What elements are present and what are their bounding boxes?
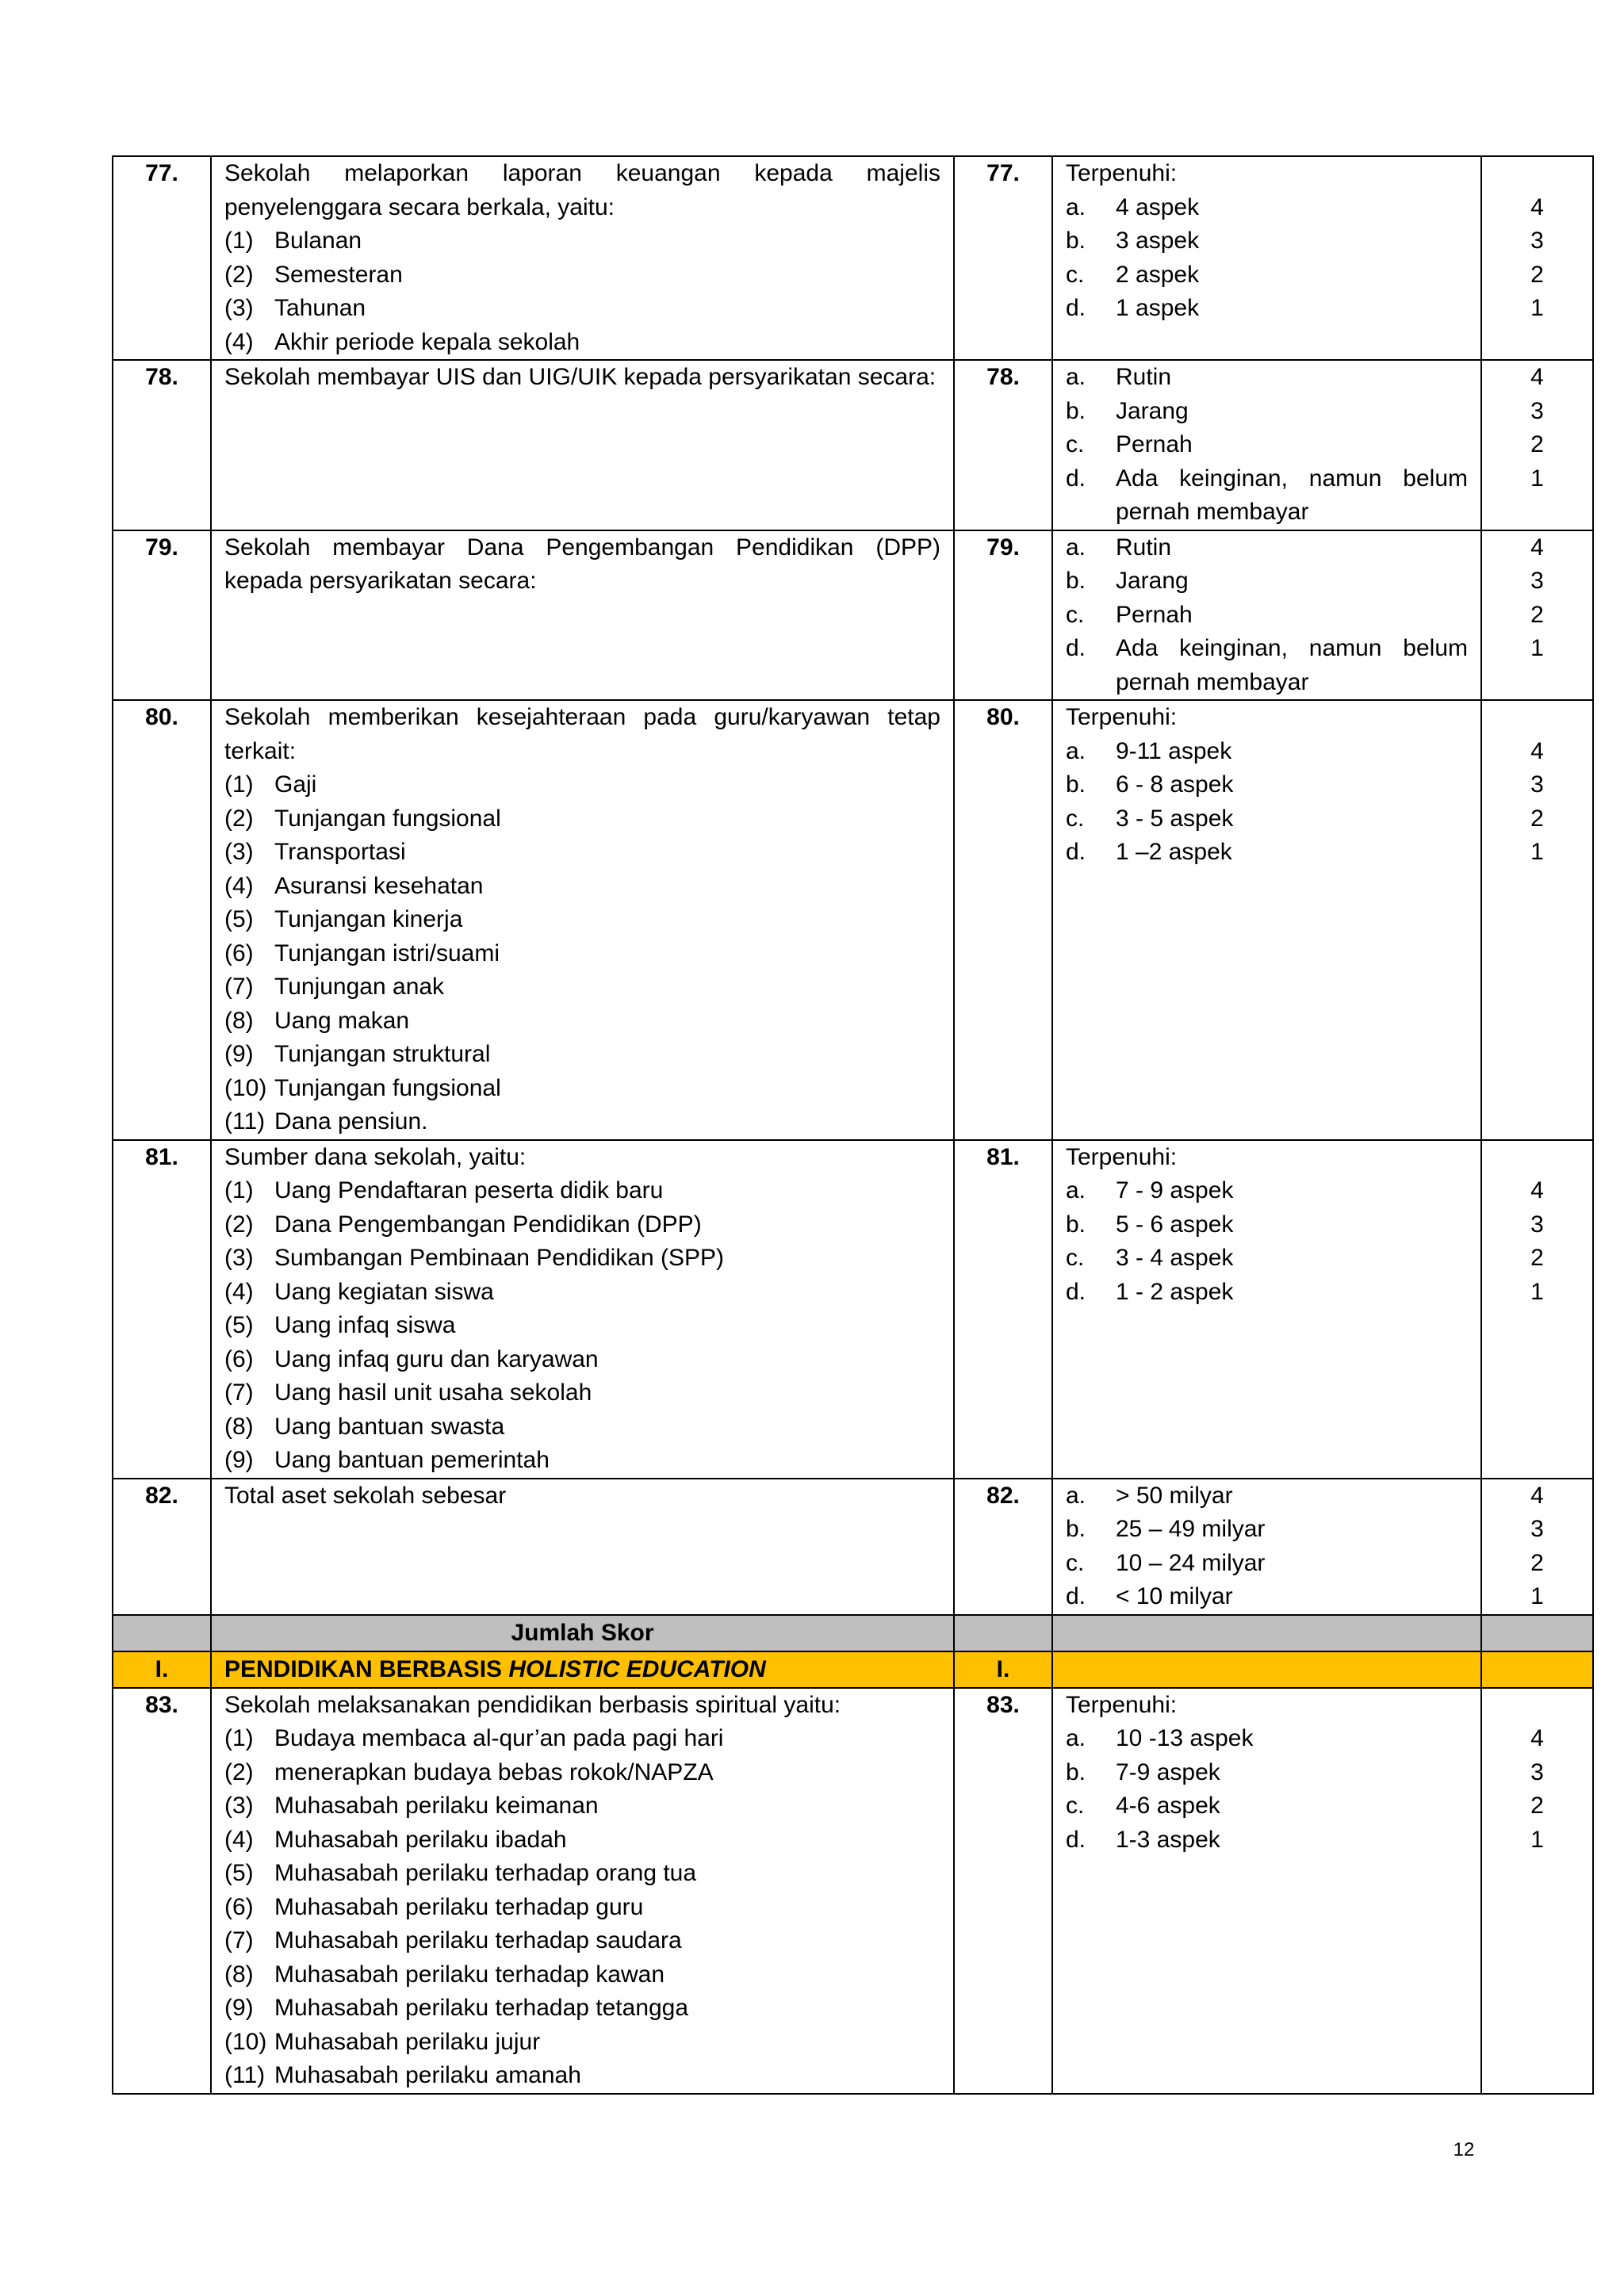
option-score: 3 xyxy=(1530,1211,1544,1238)
criterion-list-item xyxy=(224,1309,940,1343)
criterion-number: 81. xyxy=(113,1140,211,1479)
list-item-index: (3) xyxy=(224,1245,254,1271)
criterion-list-item xyxy=(224,1992,940,2026)
list-item-index: (10) xyxy=(224,1074,267,1101)
option-letter: c. xyxy=(1066,1245,1085,1271)
criterion-list-item xyxy=(224,1722,940,1756)
list-item-text: Muhasabah perilaku jujur xyxy=(274,2028,541,2055)
summary-empty-cell xyxy=(1052,1615,1481,1651)
criterion-list-item xyxy=(224,937,940,971)
list-item-text: Uang infaq guru dan karyawan xyxy=(274,1345,599,1372)
list-item-index: (4) xyxy=(224,1826,254,1853)
list-item-index: (2) xyxy=(224,805,254,832)
answer-option xyxy=(1066,768,1468,802)
answer-heading: Terpenuhi: xyxy=(1066,1691,1178,1718)
criterion-row xyxy=(113,1479,1593,1615)
option-score: 3 xyxy=(1530,228,1544,254)
criterion-list-item xyxy=(224,1038,940,1072)
list-item-text: Transportasi xyxy=(274,839,406,865)
list-item-text: Sumbangan Pembinaan Pendidikan (SPP) xyxy=(274,1245,725,1271)
list-item-index: (5) xyxy=(224,906,254,932)
criterion-number: 83. xyxy=(113,1688,211,2094)
option-text: 7 - 9 aspek xyxy=(1116,1177,1234,1203)
list-item-index: (8) xyxy=(224,1961,254,1988)
option-score: 4 xyxy=(1530,364,1544,390)
criterion-list-item xyxy=(224,258,940,293)
answer-option xyxy=(1066,1756,1468,1790)
criterion-list-item xyxy=(224,2026,940,2060)
list-item-index: (4) xyxy=(224,872,254,899)
option-text: Pernah xyxy=(1116,601,1193,628)
criterion-row xyxy=(113,360,1593,530)
criterion-cell xyxy=(211,1479,954,1615)
option-score: 2 xyxy=(1530,1793,1544,1819)
list-item-text: Bulanan xyxy=(274,228,362,254)
option-score: 4 xyxy=(1530,193,1544,220)
options-cell xyxy=(1052,1479,1481,1615)
option-score: 4 xyxy=(1530,737,1544,764)
assessment-table xyxy=(112,155,1594,2095)
list-item-text: Uang infaq siswa xyxy=(274,1312,456,1338)
option-score: 3 xyxy=(1530,397,1544,424)
list-item-index: (3) xyxy=(224,1793,254,1819)
list-item-text: Muhasabah perilaku keimanan xyxy=(274,1793,599,1819)
criterion-cell xyxy=(211,530,954,701)
list-item-index: (7) xyxy=(224,974,254,1000)
answer-option xyxy=(1066,258,1468,293)
list-item-index: (9) xyxy=(224,1447,254,1473)
option-score: 4 xyxy=(1530,1725,1544,1751)
list-item-text: Muhasabah perilaku terhadap tetangga xyxy=(274,1995,689,2021)
criterion-row xyxy=(113,1688,1593,2094)
list-item-text: Dana pensiun. xyxy=(274,1108,428,1135)
answer-option xyxy=(1066,1208,1468,1242)
criterion-text: Total aset sekolah sebesar xyxy=(224,1482,507,1509)
list-item-text: menerapkan budaya bebas rokok/NAPZA xyxy=(274,1758,714,1785)
option-letter: b. xyxy=(1066,771,1086,798)
option-text: > 50 milyar xyxy=(1116,1482,1233,1509)
section-answer-number: I. xyxy=(954,1651,1052,1688)
list-item-text: Tunjangan kinerja xyxy=(274,906,463,932)
summary-empty-cell xyxy=(954,1615,1052,1651)
criterion-number: 78. xyxy=(113,360,211,530)
section-empty-cell xyxy=(1052,1651,1481,1688)
option-score: 1 xyxy=(1530,1826,1544,1853)
answer-option xyxy=(1066,1479,1468,1513)
answer-number: 77. xyxy=(954,156,1052,360)
section-title-italic: HOLISTIC EDUCATION xyxy=(508,1655,766,1682)
answer-heading: Terpenuhi: xyxy=(1066,160,1178,186)
answer-option xyxy=(1066,395,1468,429)
criterion-cell xyxy=(211,700,954,1140)
list-item-text: Budaya membaca al-qur’an pada pagi hari xyxy=(274,1725,724,1751)
option-letter: a. xyxy=(1066,1177,1086,1203)
section-empty-cell xyxy=(1481,1651,1593,1688)
option-score: 2 xyxy=(1530,431,1544,457)
option-letter: c. xyxy=(1066,805,1085,832)
criterion-list-item xyxy=(224,1444,940,1478)
answer-option xyxy=(1066,1174,1468,1208)
list-item-text: Tunjungan anak xyxy=(274,974,445,1000)
score-spacer xyxy=(1495,157,1580,191)
criterion-list-item xyxy=(224,1242,940,1276)
answer-number: 80. xyxy=(954,700,1052,1140)
list-item-text: Tunjangan struktural xyxy=(274,1041,491,1067)
list-item-index: (1) xyxy=(224,1177,254,1203)
answer-heading: Terpenuhi: xyxy=(1066,1143,1178,1170)
answer-option xyxy=(1066,428,1468,462)
criterion-text: Sekolah membayar UIS dan UIG/UIK kepada persyarikatan secara: xyxy=(224,364,936,390)
list-item-index: (6) xyxy=(224,1345,254,1372)
list-item-index: (1) xyxy=(224,228,254,254)
answer-option xyxy=(1066,191,1468,225)
list-item-text: Uang Pendaftaran peserta didik baru xyxy=(274,1177,664,1203)
criterion-number: 80. xyxy=(113,700,211,1140)
criterion-row xyxy=(113,156,1593,360)
answer-option xyxy=(1066,1242,1468,1276)
option-text: 1-3 aspek xyxy=(1116,1826,1220,1853)
criterion-text: Sumber dana sekolah, yaitu: xyxy=(224,1143,527,1170)
option-letter: d. xyxy=(1066,839,1086,865)
option-text: 3 aspek xyxy=(1116,228,1200,254)
list-item-index: (9) xyxy=(224,1041,254,1067)
summary-label: Jumlah Skor xyxy=(211,1615,954,1651)
list-item-index: (7) xyxy=(224,1380,254,1406)
criterion-list-item xyxy=(224,326,940,360)
option-score: 2 xyxy=(1530,601,1544,628)
option-score: 4 xyxy=(1530,1482,1544,1509)
list-item-text: Asuransi kesehatan xyxy=(274,872,484,899)
option-letter: d. xyxy=(1066,295,1086,321)
option-letter: c. xyxy=(1066,431,1085,457)
list-item-text: Uang bantuan swasta xyxy=(274,1413,505,1440)
answer-option xyxy=(1066,1547,1468,1581)
criterion-row xyxy=(113,530,1593,701)
section-title-prefix: PENDIDIKAN BERBASIS xyxy=(224,1655,509,1682)
list-item-text: Tunjangan fungsional xyxy=(274,1074,501,1101)
score-cell xyxy=(1481,360,1593,530)
option-text: 1 - 2 aspek xyxy=(1116,1278,1234,1305)
option-letter: d. xyxy=(1066,635,1086,661)
criterion-list-item xyxy=(224,2059,940,2093)
options-cell xyxy=(1052,1688,1481,2094)
criterion-text: Sekolah membayar Dana Pengembangan Pendidikan (DPP) kepada persyarikatan secara: xyxy=(224,534,940,594)
list-item-text: Akhir periode kepala sekolah xyxy=(274,328,580,355)
option-score: 3 xyxy=(1530,568,1544,594)
list-item-text: Muhasabah perilaku terhadap guru xyxy=(274,1893,644,1920)
option-text: 1 –2 aspek xyxy=(1116,839,1232,865)
options-cell xyxy=(1052,700,1481,1140)
option-score: 4 xyxy=(1530,1177,1544,1203)
option-score: 1 xyxy=(1530,295,1544,321)
option-text: Ada keinginan, namun belum pernah membayar xyxy=(1116,465,1468,525)
section-row xyxy=(113,1651,1593,1688)
answer-option xyxy=(1066,1276,1468,1310)
list-item-index: (4) xyxy=(224,328,254,355)
criterion-list-item xyxy=(224,1857,940,1891)
answer-number: 82. xyxy=(954,1479,1052,1615)
criterion-row xyxy=(113,1140,1593,1479)
option-score: 2 xyxy=(1530,1245,1544,1271)
option-text: Rutin xyxy=(1116,364,1172,390)
criterion-list-item xyxy=(224,1823,940,1858)
criterion-list-item xyxy=(224,1072,940,1106)
answer-number: 79. xyxy=(954,530,1052,701)
page-number: 12 xyxy=(1453,2139,1475,2160)
criterion-list-item xyxy=(224,1276,940,1310)
criterion-list-item xyxy=(224,1376,940,1410)
list-item-text: Tahunan xyxy=(274,295,366,321)
option-score: 2 xyxy=(1530,805,1544,832)
criterion-list-item xyxy=(224,1343,940,1377)
option-text: < 10 milyar xyxy=(1116,1583,1233,1609)
answer-option xyxy=(1066,599,1468,633)
criterion-list-item xyxy=(224,1756,940,1790)
option-score: 1 xyxy=(1530,1583,1544,1609)
option-letter: b. xyxy=(1066,1211,1086,1238)
option-letter: a. xyxy=(1066,1725,1086,1751)
score-spacer xyxy=(1495,1141,1580,1175)
list-item-index: (4) xyxy=(224,1278,254,1305)
options-cell xyxy=(1052,360,1481,530)
criterion-list-item xyxy=(224,970,940,1004)
list-item-text: Muhasabah perilaku terhadap saudara xyxy=(274,1927,682,1954)
option-letter: c. xyxy=(1066,601,1085,628)
answer-option xyxy=(1066,632,1468,699)
answer-number: 78. xyxy=(954,360,1052,530)
option-text: 25 – 49 milyar xyxy=(1116,1516,1266,1542)
criterion-text: Sekolah melaporkan laporan keuangan kepada majelis penyelenggara secara berkala, yaitu: xyxy=(224,160,940,220)
list-item-index: (8) xyxy=(224,1007,254,1034)
criterion-list-item xyxy=(224,836,940,870)
answer-option xyxy=(1066,224,1468,258)
list-item-text: Uang kegiatan siswa xyxy=(274,1278,494,1305)
answer-number: 81. xyxy=(954,1140,1052,1479)
option-letter: a. xyxy=(1066,364,1086,390)
criterion-list-item xyxy=(224,1958,940,1992)
criterion-number: 77. xyxy=(113,156,211,360)
list-item-text: Gaji xyxy=(274,771,317,798)
option-score: 1 xyxy=(1530,839,1544,865)
option-text: 5 - 6 aspek xyxy=(1116,1211,1234,1238)
criterion-cell xyxy=(211,1688,954,2094)
list-item-index: (11) xyxy=(224,2062,266,2088)
answer-heading: Terpenuhi: xyxy=(1066,704,1178,730)
list-item-text: Tunjangan istri/suami xyxy=(274,939,500,966)
list-item-text: Tunjangan fungsional xyxy=(274,805,501,832)
option-text: 3 - 5 aspek xyxy=(1116,805,1234,832)
list-item-index: (5) xyxy=(224,1312,254,1338)
score-cell xyxy=(1481,1479,1593,1615)
answer-option xyxy=(1066,1722,1468,1756)
list-item-text: Muhasabah perilaku terhadap kawan xyxy=(274,1961,665,1988)
criterion-list-item xyxy=(224,903,940,937)
criterion-list-item xyxy=(224,1410,940,1445)
summary-empty-cell xyxy=(1481,1615,1593,1651)
score-spacer xyxy=(1495,701,1580,735)
option-text: Jarang xyxy=(1116,568,1189,594)
criterion-cell xyxy=(211,1140,954,1479)
option-letter: a. xyxy=(1066,737,1086,764)
answer-option xyxy=(1066,531,1468,565)
option-text: 6 - 8 aspek xyxy=(1116,771,1234,798)
criterion-list-item xyxy=(224,1924,940,1958)
criterion-list-item xyxy=(224,1174,940,1208)
list-item-index: (11) xyxy=(224,1108,266,1135)
score-spacer xyxy=(1495,1689,1580,1723)
list-item-index: (2) xyxy=(224,1211,254,1238)
option-text: 10 -13 aspek xyxy=(1116,1725,1254,1751)
option-text: 1 aspek xyxy=(1116,295,1200,321)
section-title xyxy=(211,1651,954,1688)
list-item-index: (8) xyxy=(224,1413,254,1440)
list-item-index: (2) xyxy=(224,261,254,288)
criterion-list-item xyxy=(224,224,940,258)
list-item-index: (10) xyxy=(224,2028,267,2055)
option-letter: c. xyxy=(1066,261,1085,288)
option-text: 2 aspek xyxy=(1116,261,1200,288)
answer-option xyxy=(1066,361,1468,395)
criterion-list-item xyxy=(224,870,940,904)
list-item-index: (6) xyxy=(224,939,254,966)
criterion-cell xyxy=(211,156,954,360)
criterion-row xyxy=(113,700,1593,1140)
criterion-list-item xyxy=(224,1105,940,1139)
list-item-index: (1) xyxy=(224,1725,254,1751)
criterion-list-item xyxy=(224,1789,940,1823)
list-item-text: Semesteran xyxy=(274,261,403,288)
score-cell xyxy=(1481,1688,1593,2094)
answer-option xyxy=(1066,292,1468,326)
option-text: 4-6 aspek xyxy=(1116,1793,1220,1819)
criterion-text: Sekolah melaksanakan pendidikan berbasis spiritual yaitu: xyxy=(224,1691,841,1718)
option-text: Jarang xyxy=(1116,397,1189,424)
option-score: 2 xyxy=(1530,261,1544,288)
answer-option xyxy=(1066,1789,1468,1823)
list-item-text: Uang bantuan pemerintah xyxy=(274,1447,550,1473)
list-item-text: Muhasabah perilaku amanah xyxy=(274,2062,581,2088)
answer-option xyxy=(1066,564,1468,599)
criterion-list-item xyxy=(224,1891,940,1925)
option-letter: a. xyxy=(1066,193,1086,220)
option-letter: b. xyxy=(1066,1516,1086,1542)
option-letter: b. xyxy=(1066,228,1086,254)
list-item-index: (2) xyxy=(224,1758,254,1785)
answer-option xyxy=(1066,1823,1468,1858)
option-text: Rutin xyxy=(1116,534,1172,561)
options-cell xyxy=(1052,530,1481,701)
option-text: 4 aspek xyxy=(1116,193,1200,220)
score-cell xyxy=(1481,700,1593,1140)
option-text: 10 – 24 milyar xyxy=(1116,1549,1266,1576)
option-letter: b. xyxy=(1066,1758,1086,1785)
answer-option xyxy=(1066,802,1468,836)
criterion-list-item xyxy=(224,802,940,836)
criterion-list-item xyxy=(224,1208,940,1242)
list-item-text: Dana Pengembangan Pendidikan (DPP) xyxy=(274,1211,702,1238)
list-item-index: (1) xyxy=(224,771,254,798)
score-cell xyxy=(1481,1140,1593,1479)
list-item-text: Muhasabah perilaku ibadah xyxy=(274,1826,567,1853)
option-letter: d. xyxy=(1066,1278,1086,1305)
option-score: 1 xyxy=(1530,635,1544,661)
score-cell xyxy=(1481,530,1593,701)
answer-option xyxy=(1066,1513,1468,1547)
list-item-text: Uang hasil unit usaha sekolah xyxy=(274,1380,592,1406)
option-letter: c. xyxy=(1066,1549,1085,1576)
option-letter: d. xyxy=(1066,1826,1086,1853)
answer-number: 83. xyxy=(954,1688,1052,2094)
option-score: 3 xyxy=(1530,1516,1544,1542)
option-letter: a. xyxy=(1066,534,1086,561)
list-item-index: (6) xyxy=(224,1893,254,1920)
option-letter: d. xyxy=(1066,1583,1086,1609)
criterion-list-item xyxy=(224,768,940,802)
option-score: 2 xyxy=(1530,1549,1544,1576)
option-score: 4 xyxy=(1530,534,1544,561)
summary-empty-cell xyxy=(113,1615,211,1651)
list-item-index: (5) xyxy=(224,1860,254,1886)
option-letter: b. xyxy=(1066,397,1086,424)
list-item-text: Uang makan xyxy=(274,1007,410,1034)
criterion-cell xyxy=(211,360,954,530)
option-text: 7-9 aspek xyxy=(1116,1758,1220,1785)
criterion-number: 82. xyxy=(113,1479,211,1615)
answer-option xyxy=(1066,836,1468,870)
criterion-list-item xyxy=(224,292,940,326)
list-item-index: (9) xyxy=(224,1995,254,2021)
section-number: I. xyxy=(113,1651,211,1688)
list-item-text: Muhasabah perilaku terhadap orang tua xyxy=(274,1860,697,1886)
list-item-index: (3) xyxy=(224,839,254,865)
option-score: 1 xyxy=(1530,465,1544,492)
table-body xyxy=(113,156,1593,2094)
option-text: 3 - 4 aspek xyxy=(1116,1245,1234,1271)
criterion-number: 79. xyxy=(113,530,211,701)
option-letter: a. xyxy=(1066,1482,1086,1509)
answer-option xyxy=(1066,1580,1468,1614)
option-letter: b. xyxy=(1066,568,1086,594)
option-text: Pernah xyxy=(1116,431,1193,457)
option-score: 1 xyxy=(1530,1278,1544,1305)
option-letter: d. xyxy=(1066,465,1086,492)
options-cell xyxy=(1052,1140,1481,1479)
criterion-list-item xyxy=(224,1004,940,1039)
criterion-text: Sekolah memberikan kesejahteraan pada guru/karyawan tetap terkait: xyxy=(224,704,940,764)
option-score: 3 xyxy=(1530,1758,1544,1785)
options-cell xyxy=(1052,156,1481,360)
summary-row xyxy=(113,1615,1593,1651)
option-text: Ada keinginan, namun belum pernah membayar xyxy=(1116,635,1468,695)
option-letter: c. xyxy=(1066,1793,1085,1819)
score-cell xyxy=(1481,156,1593,360)
answer-option xyxy=(1066,462,1468,530)
list-item-index: (3) xyxy=(224,295,254,321)
option-score: 3 xyxy=(1530,771,1544,798)
answer-option xyxy=(1066,735,1468,769)
option-text: 9-11 aspek xyxy=(1116,737,1232,764)
list-item-index: (7) xyxy=(224,1927,254,1954)
